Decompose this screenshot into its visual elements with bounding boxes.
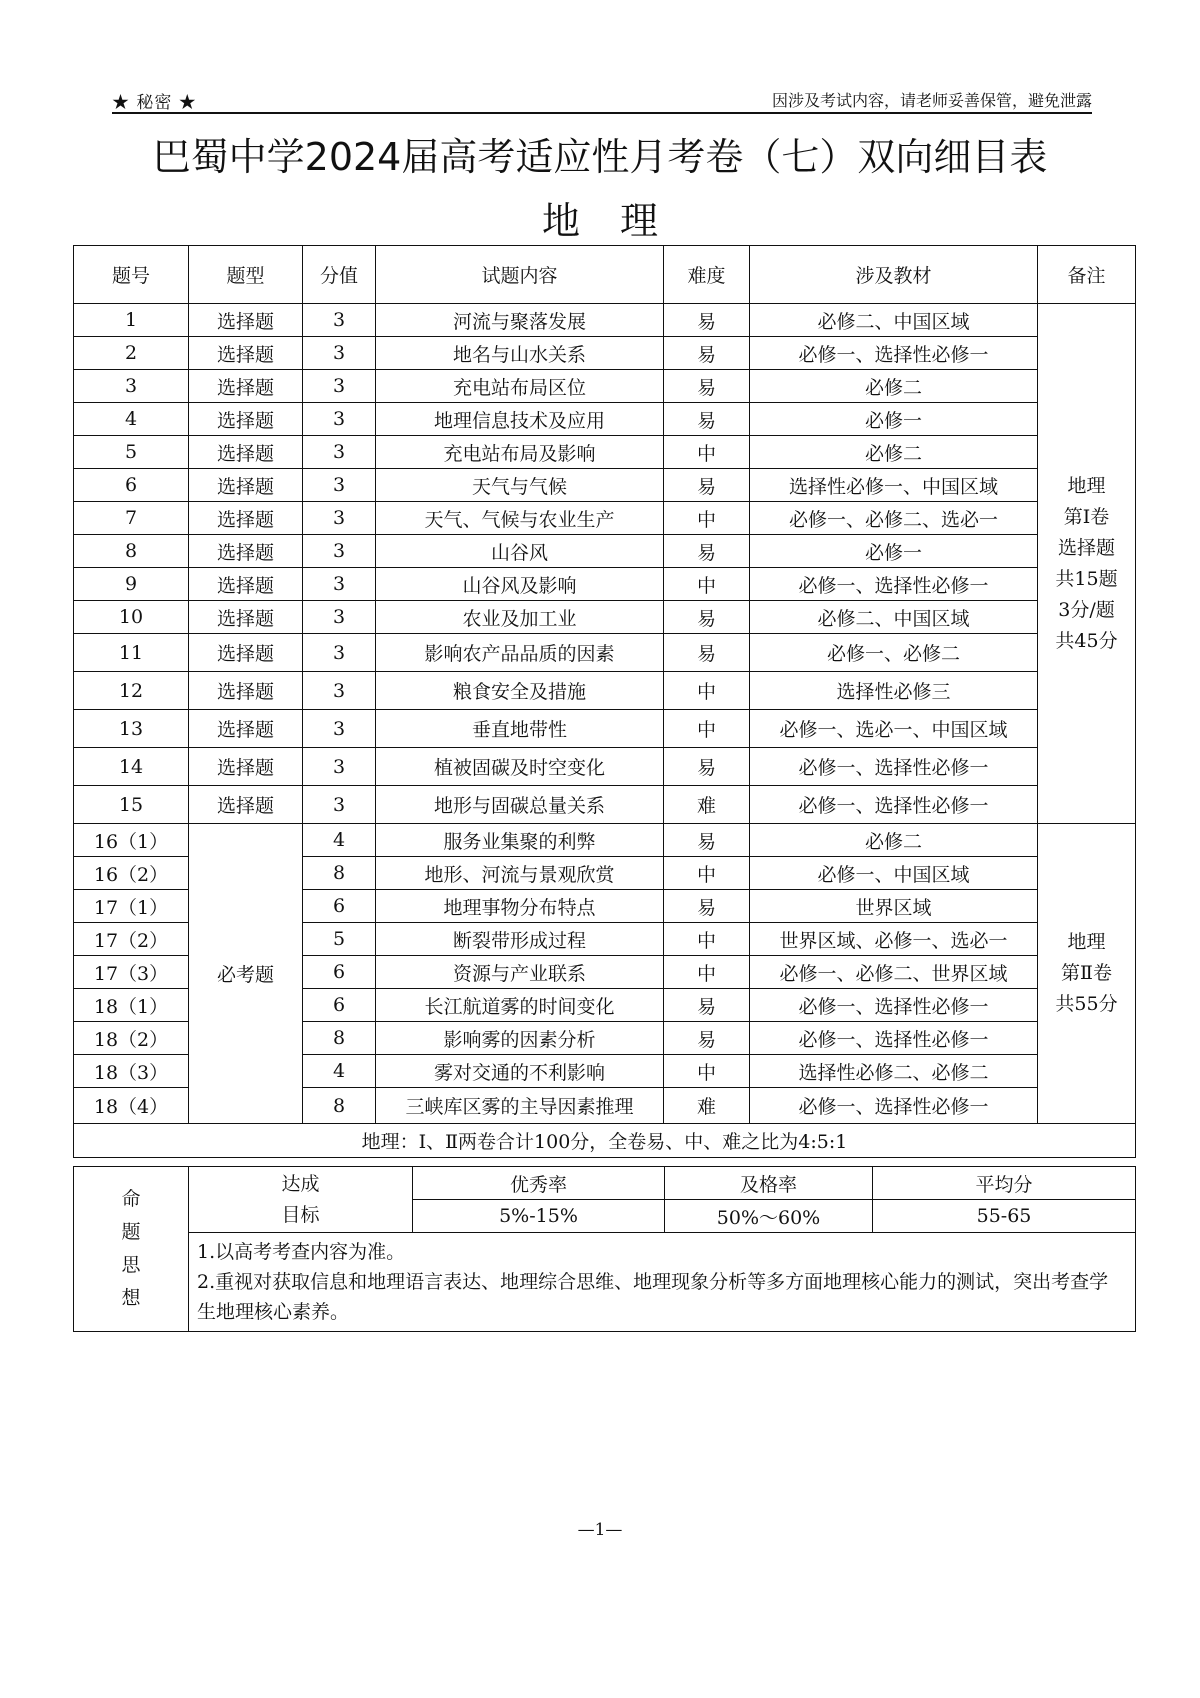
col-header-notes: 备注 [1038,246,1136,304]
difficulty-cell: 难 [664,1088,750,1124]
textbook-cell: 必修一、中国区域 [750,857,1038,890]
question-no-cell: 17（1） [74,890,189,923]
table-row [74,710,1136,748]
idea-line: 1.以高考考查内容为准。 [197,1241,406,1263]
textbook-cell: 必修二 [750,370,1038,403]
content-cell: 农业及加工业 [376,601,664,634]
score-cell: 4 [303,1055,376,1088]
textbook-cell: 选择性必修二、必修二 [750,1055,1038,1088]
score-cell: 3 [303,337,376,370]
col-header-difficulty: 难度 [664,246,750,304]
textbook-cell: 必修一、选择性必修一 [750,1088,1038,1124]
question-type-cell: 选择题 [189,786,303,824]
design-label-char: 想 [121,1287,141,1309]
textbook-cell: 必修一、选择性必修一 [750,989,1038,1022]
difficulty-cell: 中 [664,672,750,710]
design-label-char: 思 [121,1254,141,1276]
question-no-cell: 1 [74,304,189,337]
difficulty-cell: 中 [664,956,750,989]
question-no-cell: 2 [74,337,189,370]
note-line: 选择题 [1057,536,1115,559]
question-no-cell: 17（2） [74,923,189,956]
score-cell: 3 [303,535,376,568]
page-number: —1— [577,1520,623,1540]
question-no-cell: 16（1） [74,824,189,857]
question-type-cell: 选择题 [189,535,303,568]
metric-name: 平均分 [873,1167,1136,1200]
content-cell: 充电站布局及影响 [376,436,664,469]
content-cell: 三峡库区雾的主导因素推理 [376,1088,664,1124]
content-cell: 地理信息技术及应用 [376,403,664,436]
difficulty-cell: 易 [664,601,750,634]
question-no-cell: 12 [74,672,189,710]
table-row [74,786,1136,824]
idea-line: 2.重视对获取信息和地理语言表达、地理综合思维、地理现象分析等多方面地理核心能力的测试，突出考查学生地理核心素养。 [197,1271,1109,1323]
content-cell: 雾对交通的不利影响 [376,1055,664,1088]
confidential-notice: 因涉及考试内容，请老师妥善保管，避免泄露 [771,91,1092,110]
table-row [74,601,1136,634]
question-no-cell: 16（2） [74,857,189,890]
difficulty-cell: 易 [664,469,750,502]
question-no-cell: 4 [74,403,189,436]
difficulty-cell: 易 [664,989,750,1022]
question-no-cell: 17（3） [74,956,189,989]
question-no-cell: 3 [74,370,189,403]
question-no-cell: 18（1） [74,989,189,1022]
textbook-cell: 必修二、中国区域 [750,304,1038,337]
question-no-cell: 5 [74,436,189,469]
content-cell: 服务业集聚的利弊 [376,824,664,857]
table-row [74,502,1136,535]
target-label-line1: 达成 [281,1172,320,1195]
target-label-line2: 目标 [281,1203,320,1226]
content-cell: 充电站布局区位 [376,370,664,403]
textbook-cell: 必修一 [750,403,1038,436]
question-no-cell: 7 [74,502,189,535]
summary-text: 地理：Ⅰ、Ⅱ两卷合计100分，全卷易、中、难之比为4:5:1 [74,1124,1136,1158]
question-type-cell: 选择题 [189,748,303,786]
textbook-cell: 必修一、必修二、世界区域 [750,956,1038,989]
note-line: 共15题 [1055,567,1118,590]
textbook-cell: 世界区域 [750,890,1038,923]
content-cell: 地名与山水关系 [376,337,664,370]
col-header-content: 试题内容 [376,246,664,304]
question-no-cell: 8 [74,535,189,568]
textbook-cell: 必修一、选择性必修一 [750,748,1038,786]
question-no-cell: 10 [74,601,189,634]
note-part1 [1038,304,1136,824]
table-row [74,748,1136,786]
question-type-cell: 选择题 [189,337,303,370]
textbook-cell: 必修一、必修二、选必一 [750,502,1038,535]
difficulty-cell: 中 [664,923,750,956]
difficulty-cell: 中 [664,502,750,535]
question-type-cell: 选择题 [189,601,303,634]
difficulty-cell: 易 [664,824,750,857]
question-type-cell: 选择题 [189,672,303,710]
question-type-cell: 选择题 [189,568,303,601]
score-cell: 3 [303,436,376,469]
difficulty-cell: 易 [664,403,750,436]
metric-name: 及格率 [665,1167,873,1200]
design-label-char: 题 [121,1221,141,1243]
content-cell: 资源与产业联系 [376,956,664,989]
textbook-cell: 选择性必修一、中国区域 [750,469,1038,502]
design-label [74,1167,189,1332]
score-cell: 3 [303,786,376,824]
difficulty-cell: 易 [664,304,750,337]
score-cell: 8 [303,1022,376,1055]
textbook-cell: 必修一、选必一、中国区域 [750,710,1038,748]
question-no-cell: 11 [74,634,189,672]
question-no-cell: 13 [74,710,189,748]
ideas-row [74,1233,1136,1332]
content-cell: 河流与聚落发展 [376,304,664,337]
note-line: 地理 [1067,931,1106,953]
textbook-cell: 必修一、选择性必修一 [750,1022,1038,1055]
score-cell: 3 [303,634,376,672]
score-cell: 3 [303,502,376,535]
textbook-cell: 必修一、选择性必修一 [750,568,1038,601]
question-type-cell: 选择题 [189,502,303,535]
difficulty-cell: 易 [664,535,750,568]
question-type-cell: 选择题 [189,403,303,436]
header-bar [112,84,1092,114]
note-line: 第Ⅱ卷 [1061,962,1112,984]
note-line: 地理 [1067,474,1106,497]
summary-row [74,1124,1136,1158]
question-type-cell: 选择题 [189,304,303,337]
textbook-cell: 必修一 [750,535,1038,568]
score-cell: 3 [303,304,376,337]
table-row [74,403,1136,436]
textbook-cell: 必修二 [750,824,1038,857]
table-row [74,436,1136,469]
secret-mark: ★ 秘密 ★ [112,93,197,113]
score-cell: 3 [303,568,376,601]
table-row [74,568,1136,601]
content-cell: 天气、气候与农业生产 [376,502,664,535]
metric-name: 优秀率 [413,1167,665,1200]
table-row [74,337,1136,370]
difficulty-cell: 易 [664,748,750,786]
difficulty-cell: 中 [664,857,750,890]
content-cell: 粮食安全及措施 [376,672,664,710]
score-cell: 6 [303,890,376,923]
question-no-cell: 18（4） [74,1088,189,1124]
content-cell: 地理事物分布特点 [376,890,664,923]
score-cell: 3 [303,601,376,634]
table-header-row [74,246,1136,304]
score-cell: 3 [303,469,376,502]
table-body [74,304,1136,1124]
difficulty-cell: 易 [664,370,750,403]
content-cell: 山谷风 [376,535,664,568]
textbook-cell: 必修一、选择性必修一 [750,786,1038,824]
difficulty-cell: 易 [664,890,750,923]
question-type-cell: 必考题 [189,824,303,1124]
score-cell: 3 [303,403,376,436]
col-header-textbook: 涉及教材 [750,246,1038,304]
textbook-cell: 必修二、中国区域 [750,601,1038,634]
content-cell: 植被固碳及时空变化 [376,748,664,786]
difficulty-cell: 易 [664,634,750,672]
content-cell: 垂直地带性 [376,710,664,748]
metric-value: 55-65 [873,1200,1136,1233]
question-type-cell: 选择题 [189,710,303,748]
table-row [74,370,1136,403]
metric-value: 50%～60% [665,1200,873,1233]
difficulty-cell: 中 [664,436,750,469]
score-cell: 6 [303,956,376,989]
question-no-cell: 18（3） [74,1055,189,1088]
score-cell: 3 [303,672,376,710]
textbook-cell: 必修一、选择性必修一 [750,337,1038,370]
page-title: 巴蜀中学2024届高考适应性月考卷（七）双向细目表 [152,135,1048,179]
score-cell: 5 [303,923,376,956]
difficulty-cell: 难 [664,786,750,824]
textbook-cell: 必修二 [750,436,1038,469]
col-header-score: 分值 [303,246,376,304]
content-cell: 山谷风及影响 [376,568,664,601]
content-cell: 影响农产品品质的因素 [376,634,664,672]
detail-table [73,245,1136,1158]
content-cell: 地形与固碳总量关系 [376,786,664,824]
col-header-no: 题号 [74,246,189,304]
table-row [74,672,1136,710]
difficulty-cell: 中 [664,710,750,748]
note-line: 共45分 [1055,629,1118,652]
question-type-cell: 选择题 [189,634,303,672]
question-no-cell: 15 [74,786,189,824]
question-type-cell: 选择题 [189,436,303,469]
score-cell: 3 [303,748,376,786]
textbook-cell: 必修一、必修二 [750,634,1038,672]
content-cell: 天气与气候 [376,469,664,502]
score-cell: 3 [303,370,376,403]
metric-value: 5%-15% [413,1200,665,1233]
question-no-cell: 9 [74,568,189,601]
note-part2 [1038,824,1136,1124]
difficulty-cell: 易 [664,337,750,370]
question-type-cell: 选择题 [189,469,303,502]
note-line: 共55分 [1055,993,1118,1015]
target-label [189,1167,413,1233]
difficulty-cell: 易 [664,1022,750,1055]
table-row [74,304,1136,337]
question-no-cell: 6 [74,469,189,502]
difficulty-cell: 中 [664,568,750,601]
textbook-cell: 世界区域、必修一、选必一 [750,923,1038,956]
design-table [73,1166,1136,1332]
content-cell: 长江航道雾的时间变化 [376,989,664,1022]
content-cell: 地形、河流与景观欣赏 [376,857,664,890]
score-cell: 4 [303,824,376,857]
table-row [74,824,1136,857]
score-cell: 6 [303,989,376,1022]
table-row [74,634,1136,672]
note-line: 3分/题 [1058,598,1115,621]
metric-name-row [74,1167,1136,1200]
content-cell: 影响雾的因素分析 [376,1022,664,1055]
note-line: 第Ⅰ卷 [1063,505,1110,528]
question-no-cell: 14 [74,748,189,786]
content-cell: 断裂带形成过程 [376,923,664,956]
difficulty-cell: 中 [664,1055,750,1088]
score-cell: 3 [303,710,376,748]
score-cell: 8 [303,1088,376,1124]
design-label-char: 命 [121,1188,141,1210]
textbook-cell: 选择性必修三 [750,672,1038,710]
question-no-cell: 18（2） [74,1022,189,1055]
table-row [74,535,1136,568]
design-ideas [189,1233,1136,1332]
table-row [74,469,1136,502]
score-cell: 8 [303,857,376,890]
question-type-cell: 选择题 [189,370,303,403]
col-header-type: 题型 [189,246,303,304]
subject-title: 地理 [541,199,698,243]
